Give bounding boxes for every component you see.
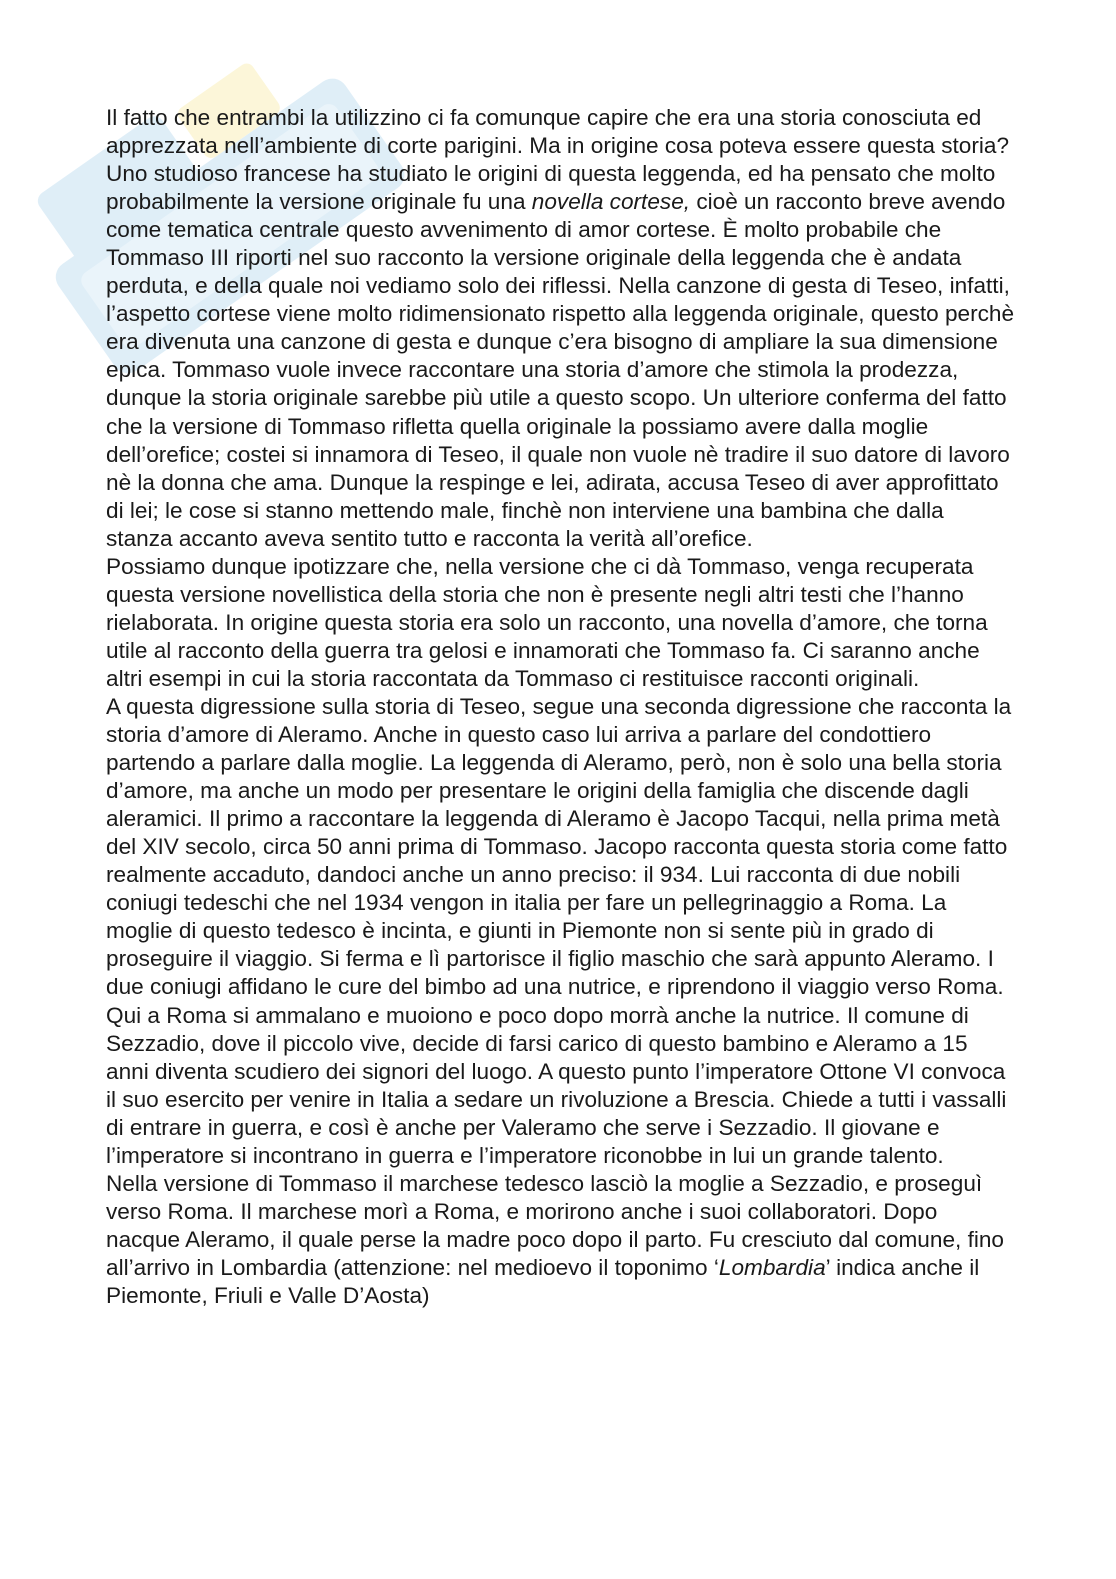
paragraph-4-italic-term: Lombardia [718,1254,826,1280]
paragraph-1 [106,104,1016,553]
paragraph-1-italic-term: novella cortese, [531,189,691,215]
paragraph-1-text-a: Il fatto che entrambi la utilizzino ci fa comunque capire che era una storia conosciuta ed apprezzata nell’ambiente di corte parigini. Ma in origine cosa poteva essere questa storia? Uno studioso francese ha studiato le origini di questa leggenda, ed ha pensato che molto probabilmente la versione originale fu una [106,105,1010,215]
paragraph-4-text-a: Nella versione di Tommaso il marchese tedesco lasciò la moglie a Sezzadio, e proseguì verso Roma. Il marchese morì a Roma, e morirono anche i suoi collaboratori. Dopo nacque Aleramo, il quale perse la madre poco dopo il parto. Fu cresciuto dal comune, fino all’arrivo in Lombardia (attenzione: nel medioevo il toponimo ‘ [106,1170,1004,1280]
paragraph-4-text-b: ’ indica anche il Piemonte, Friuli e Valle D’Aosta) [106,1254,980,1308]
paragraph-4 [106,1170,1016,1310]
paragraph-3: A questa digressione sulla storia di Teseo, segue una seconda digressione che racconta la storia d’amore di Aleramo. Anche in questo caso lui arriva a parlare del condottiero partendo a parlare dalla moglie. La leggenda di Aleramo, però, non è solo una bella storia d’amore, ma anche un modo per presentare le origini della famiglia che discende dagli aleramici. Il primo a raccontare la leggenda di Aleramo è Jacopo Tacqui, nella prima metà del XIV secolo, circa 50 anni prima di Tommaso. Jacopo racconta questa storia come fatto realmente accaduto, dandoci anche un anno preciso: il 934. Lui racconta di due nobili coniugi tedeschi che nel 1934 vengon in italia per fare un pellegrinaggio a Roma. La moglie di questo tedesco è incinta, e giunti in Piemonte non si sente più in grado di proseguire il viaggio. Si ferma e lì partorisce il figlio maschio che sarà appunto Aleramo. I due coniugi affidano le cure del bimbo ad una nutrice, e riprendono il viaggio verso Roma. Qui a Roma si ammalano e muoiono e poco dopo morrà anche la nutrice. Il comune di Sezzadio, dove il piccolo vive, decide di farsi carico di questo bambino e Aleramo a 15 anni diventa scudiero dei signori del luogo. A questo punto l’imperatore Ottone VI convoca il suo esercito per venire in Italia a sedare un rivoluzione a Brescia. Chiede a tutti i vassalli di entrare in guerra, e così è anche per Valeramo che serve i Sezzadio. Il giovane e l’imperatore si incontrano in guerra e l’imperatore riconobbe in lui un grande talento. [106,693,1012,1168]
paragraph-2: Possiamo dunque ipotizzare che, nella versione che ci dà Tommaso, venga recuperata questa versione novellistica della storia che non è presente negli altri testi che l’hanno rielaborata. In origine questa storia era solo un racconto, una novella d’amore, che torna utile al racconto della guerra tra gelosi e innamorati che Tommaso fa. Ci saranno anche altri esempi in cui la storia raccontata da Tommaso ci restituisce racconti originali. [106,553,988,691]
document-body [106,104,1016,1310]
paragraph-1-text-b: cioè un racconto breve avendo come tematica centrale questo avvenimento di amor cortese. È molto probabile che Tommaso III riporti nel suo racconto la versione originale della leggenda che è andata perduta, e della quale noi vediamo solo dei riflessi. Nella canzone di gesta di Teseo, infatti, l’aspetto cortese viene molto ridimensionato rispetto alla leggenda originale, questo perchè era divenuta una canzone di gesta e dunque c’era bisogno di ampliare la sua dimensione epica. Tommaso vuole invece raccontare una storia d’amore che stimola la prodezza, dunque la storia originale sarebbe più utile a questo scopo. Un ulteriore conferma del fatto che la versione di Tommaso rifletta quella originale la possiamo avere dalla moglie dell’orefice; costei si innamora di Teseo, il quale non vuole nè tradire il suo datore di lavoro nè la donna che ama. Dunque la respinge e lei, adirata, accusa Teseo di aver approfittato di lei; le cose si stanno mettendo male, finchè non interviene una bambina che dalla stanza accanto aveva sentito tutto e racconta la verità all’orefice. [106,189,1015,551]
